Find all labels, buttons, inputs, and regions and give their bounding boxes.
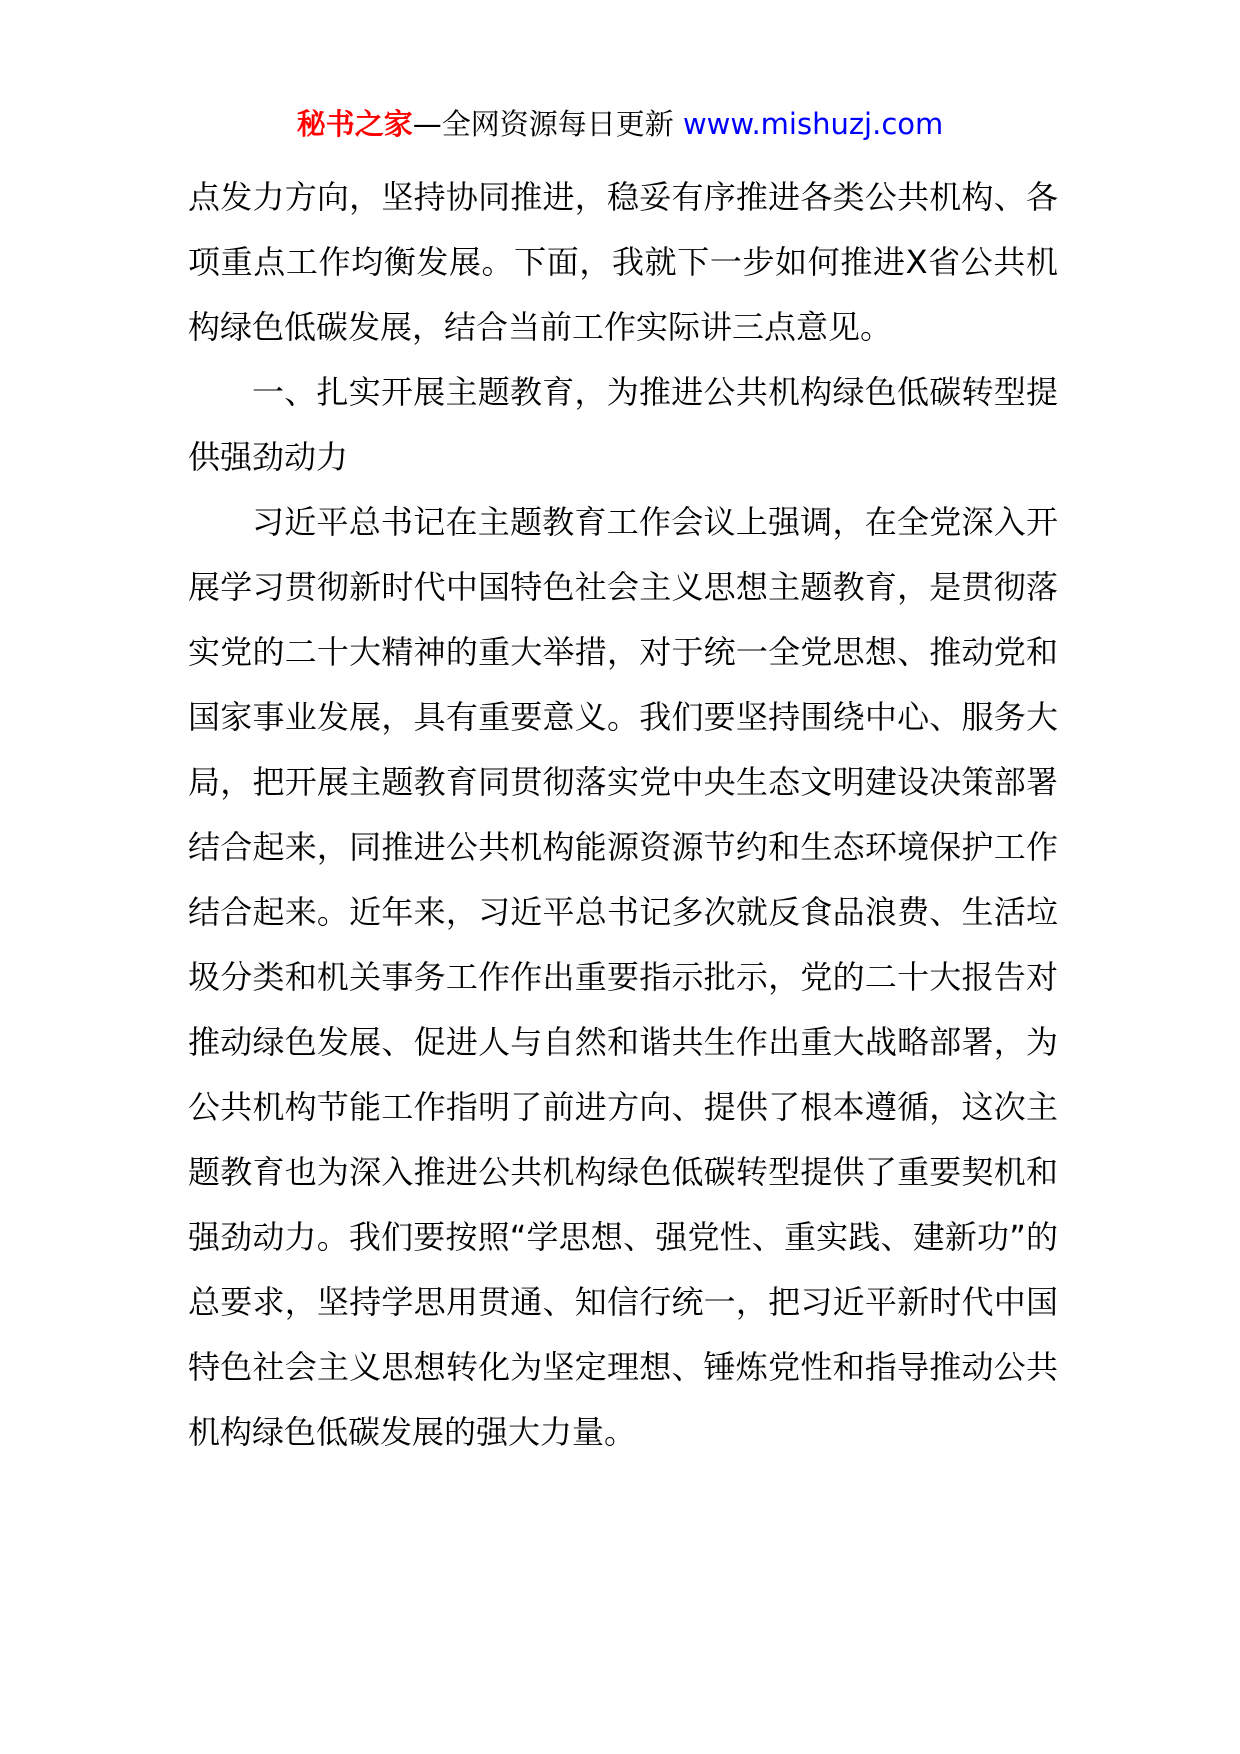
site-header bbox=[0, 104, 1240, 144]
body-paragraph: 习近平总书记在主题教育工作会议上强调，在全党深入开展学习贯彻新时代中国特色社会主义思想主题教育，是贯彻落实党的二十大精神的重大举措，对于统一全党思想、推动党和国家事业发展，具有重要意义。我们要坚持围绕中心、服务大局，把开展主题教育同贯彻落实党中央生态文明建设决策部署结合起来，同推进公共机构能源资源节约和生态环境保护工作结合起来。近年来，习近平总书记多次就反食品浪费、生活垃圾分类和机关事务工作作出重要指示批示，党的二十大报告对推动绿色发展、促进人与自然和谐共生作出重大战略部署，为公共机构节能工作指明了前进方向、提供了根本遵循，这次主题教育也为深入推进公共机构绿色低碳转型提供了重要契机和强劲动力。我们要按照“学思想、强党性、重实践、建新功”的总要求，坚持学思用贯通、知信行统一，把习近平新时代中国特色社会主义思想转化为坚定理想、锤炼党性和指导推动公共机构绿色低碳发展的强大力量。 bbox=[188, 503, 1058, 1451]
site-url: www.mishuzj.com bbox=[682, 107, 944, 141]
site-brand: 秘书之家 bbox=[296, 107, 413, 141]
site-slogan: —全网资源每日更新 bbox=[412, 107, 683, 141]
body-paragraph: 点发力方向，坚持协同推进，稳妥有序推进各类公共机构、各项重点工作均衡发展。下面，我就下一步如何推进X省公共机构绿色低碳发展，结合当前工作实际讲三点意见。 bbox=[188, 178, 1058, 346]
section-heading: 一、扎实开展主题教育，为推进公共机构绿色低碳转型提供强劲动力 bbox=[188, 373, 1058, 476]
document-body bbox=[188, 165, 1058, 1465]
